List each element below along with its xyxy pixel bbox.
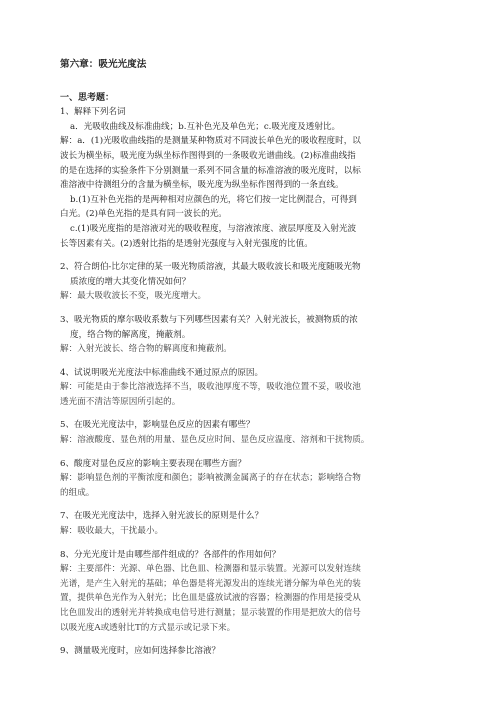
question-terms: a．光吸收曲线及标准曲线；b.互补色光及单色光；c.吸光度及透射比。 [70, 121, 341, 132]
answer-line: 解：影响显色剂的平衡浓度和颜色；影响被测金属离子的存在状态；影响络合物 [60, 473, 361, 484]
answer-line: 以吸光度A或透射比T的方式显示或记录下来。 [60, 622, 236, 633]
answer-line: 光谱，是产生入射光的基础；单色器是将光源发出的连续光谱分解为单色光的装 [60, 578, 361, 589]
question-text: 8、分光光度计是由哪些部件组成的？各部件的作用如何？ [60, 549, 281, 560]
answer-text: 解：最大吸收波长不变，吸光度增大。 [60, 291, 207, 302]
section-heading: 一、思考题： [60, 92, 115, 103]
question-5 [60, 418, 450, 447]
question-9 [60, 644, 450, 659]
answer-line: 置，提供单色光作为入射光；比色皿是盛放试液的容器；检测器的作用是接受从 [60, 593, 361, 604]
answer-text: 解：入射光波长、络合物的解离度和掩蔽剂。 [60, 344, 232, 355]
question-3 [60, 313, 450, 357]
question-8 [60, 548, 450, 636]
question-text: 2、符合朗伯-比尔定律的某一吸光物质溶液，其最大吸收波长和吸光度随吸光物 [60, 262, 361, 273]
answer-line: 的是在选择的实验条件下分别测量一系列不同含量的标准溶液的吸光度时，以标 [60, 165, 361, 176]
question-4 [60, 366, 450, 410]
answer-line: 比色皿发出的透射光并转换成电信号进行测量；显示装置的作用是把放大的信号 [60, 608, 361, 618]
question-text: 1、解释下列名词 [60, 107, 126, 118]
answer-line: 解：a．(1)光吸收曲线指的是测量某种物质对不同波长单色光的吸收程度时，以 [60, 136, 361, 147]
question-6 [60, 457, 450, 501]
answer-line: 透光面不清洁等原因所引起的。 [60, 396, 181, 407]
question-text: 3、吸光物质的摩尔吸收系数与下列哪些因素有关？入射光波长，被测物质的浓 [60, 314, 358, 325]
answer-line: 解：可能是由于参比溶液选择不当，吸收池厚度不等，吸收池位置不妥，吸收池 [60, 382, 361, 393]
question-7 [60, 509, 450, 538]
question-2 [60, 260, 450, 304]
answer-line: 白光。(2)单色光指的是具有同一波长的光。 [60, 209, 227, 220]
answer-text: 解：溶液酸度、显色剂的用量、显色反应时间、显色反应温度、溶剂和干扰物质。 [60, 435, 370, 446]
question-text: 4、试说明吸光光度法中标准曲线不通过原点的原因。 [60, 367, 264, 378]
answer-line: c.(1)吸光度指的是溶液对光的吸收程度，与溶液浓度、液层厚度及入射光波 [70, 223, 357, 234]
question-text: 度，络合物的解离度，掩蔽剂。 [70, 329, 191, 340]
answer-line: b.(1)互补色光指的是两种相对应颜色的光，将它们按一定比例混合，可得到 [70, 194, 357, 205]
answer-line: 的组成。 [60, 487, 95, 498]
question-text: 5、在吸光光度法中，影响显色反应的因素有哪些？ [60, 420, 255, 431]
question-1 [60, 105, 450, 251]
question-text: 质浓度的增大其变化情况如何？ [70, 276, 191, 287]
answer-line: 波长为横坐标，吸光度为纵坐标作图得到的一条吸收光谱曲线。(2)标准曲线指 [60, 150, 356, 161]
question-text: 7、在吸光光度法中，选择入射光波长的原则是什么？ [60, 511, 264, 522]
answer-line: 长等因素有关。(2)透射比指的是透射光强度与入射光强度的比值。 [60, 238, 313, 249]
question-text: 6、酸度对显色反应的影响主要表现在哪些方面？ [60, 458, 246, 469]
answer-text: 解：吸收最大，干扰最小。 [60, 526, 164, 537]
chapter-title: 第六章：吸光光度法 [60, 59, 147, 70]
answer-line: 解：主要部件：光源、单色器、比色皿、检测器和显示装置。光源可以发射连续 [60, 564, 361, 575]
question-text: 9、测量吸光度时，应如何选择参比溶液？ [60, 646, 221, 657]
answer-line: 准溶液中待测组分的含量为横坐标，吸光度为纵坐标作图得到的一条直线。 [60, 180, 344, 191]
